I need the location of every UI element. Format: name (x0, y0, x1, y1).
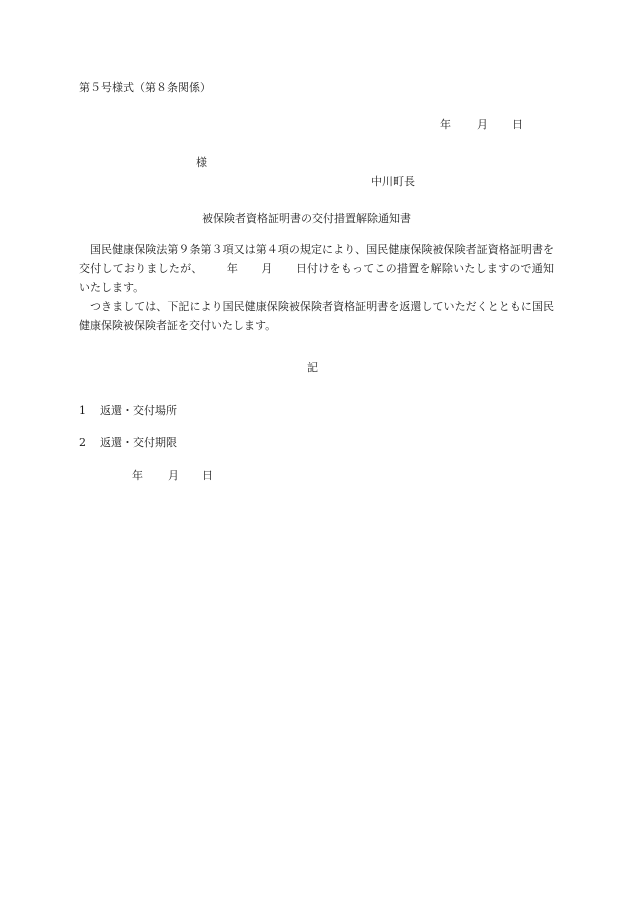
date-day: 日 (512, 118, 523, 131)
deadline-day: 日 (202, 469, 213, 482)
item-1 (79, 404, 177, 418)
form-label: 第５号様式（第８条関係） (79, 81, 211, 94)
date-line (440, 118, 530, 132)
para1-text-start: 国民健康保険法第９条第３項又は第４項の規定により、国民健康保険被保険者証資格証明書を交付しておりましたが、 (79, 243, 554, 275)
para1-year: 年 (226, 262, 239, 275)
item-2-number: 2 (79, 436, 86, 449)
ki-heading: 記 (307, 361, 318, 374)
date-year: 年 (440, 118, 451, 131)
body-paragraph-1 (79, 240, 554, 297)
para1-month: 月 (261, 262, 273, 275)
para1-text-end: 日付けをもってこの措置を解除いたしますので通知いたします。 (79, 262, 555, 294)
issuer-name: 中川町長 (371, 175, 415, 188)
date-month: 月 (477, 118, 488, 131)
deadline-date (132, 469, 222, 483)
addressee-suffix: 様 (196, 156, 207, 169)
body-paragraph-2: つきましては、下記により国民健康保険被保険者資格証明書を返還していただくとともに国民健康保険被保険者証を交付いたします。 (79, 300, 554, 332)
document-title: 被保険者資格証明書の交付措置解除通知書 (202, 212, 411, 225)
deadline-month: 月 (168, 469, 179, 482)
item-2 (79, 436, 177, 450)
deadline-year: 年 (132, 469, 143, 482)
item-2-label: 返還・交付期限 (100, 436, 177, 449)
item-1-number: 1 (79, 404, 86, 417)
item-1-label: 返還・交付場所 (100, 404, 177, 417)
